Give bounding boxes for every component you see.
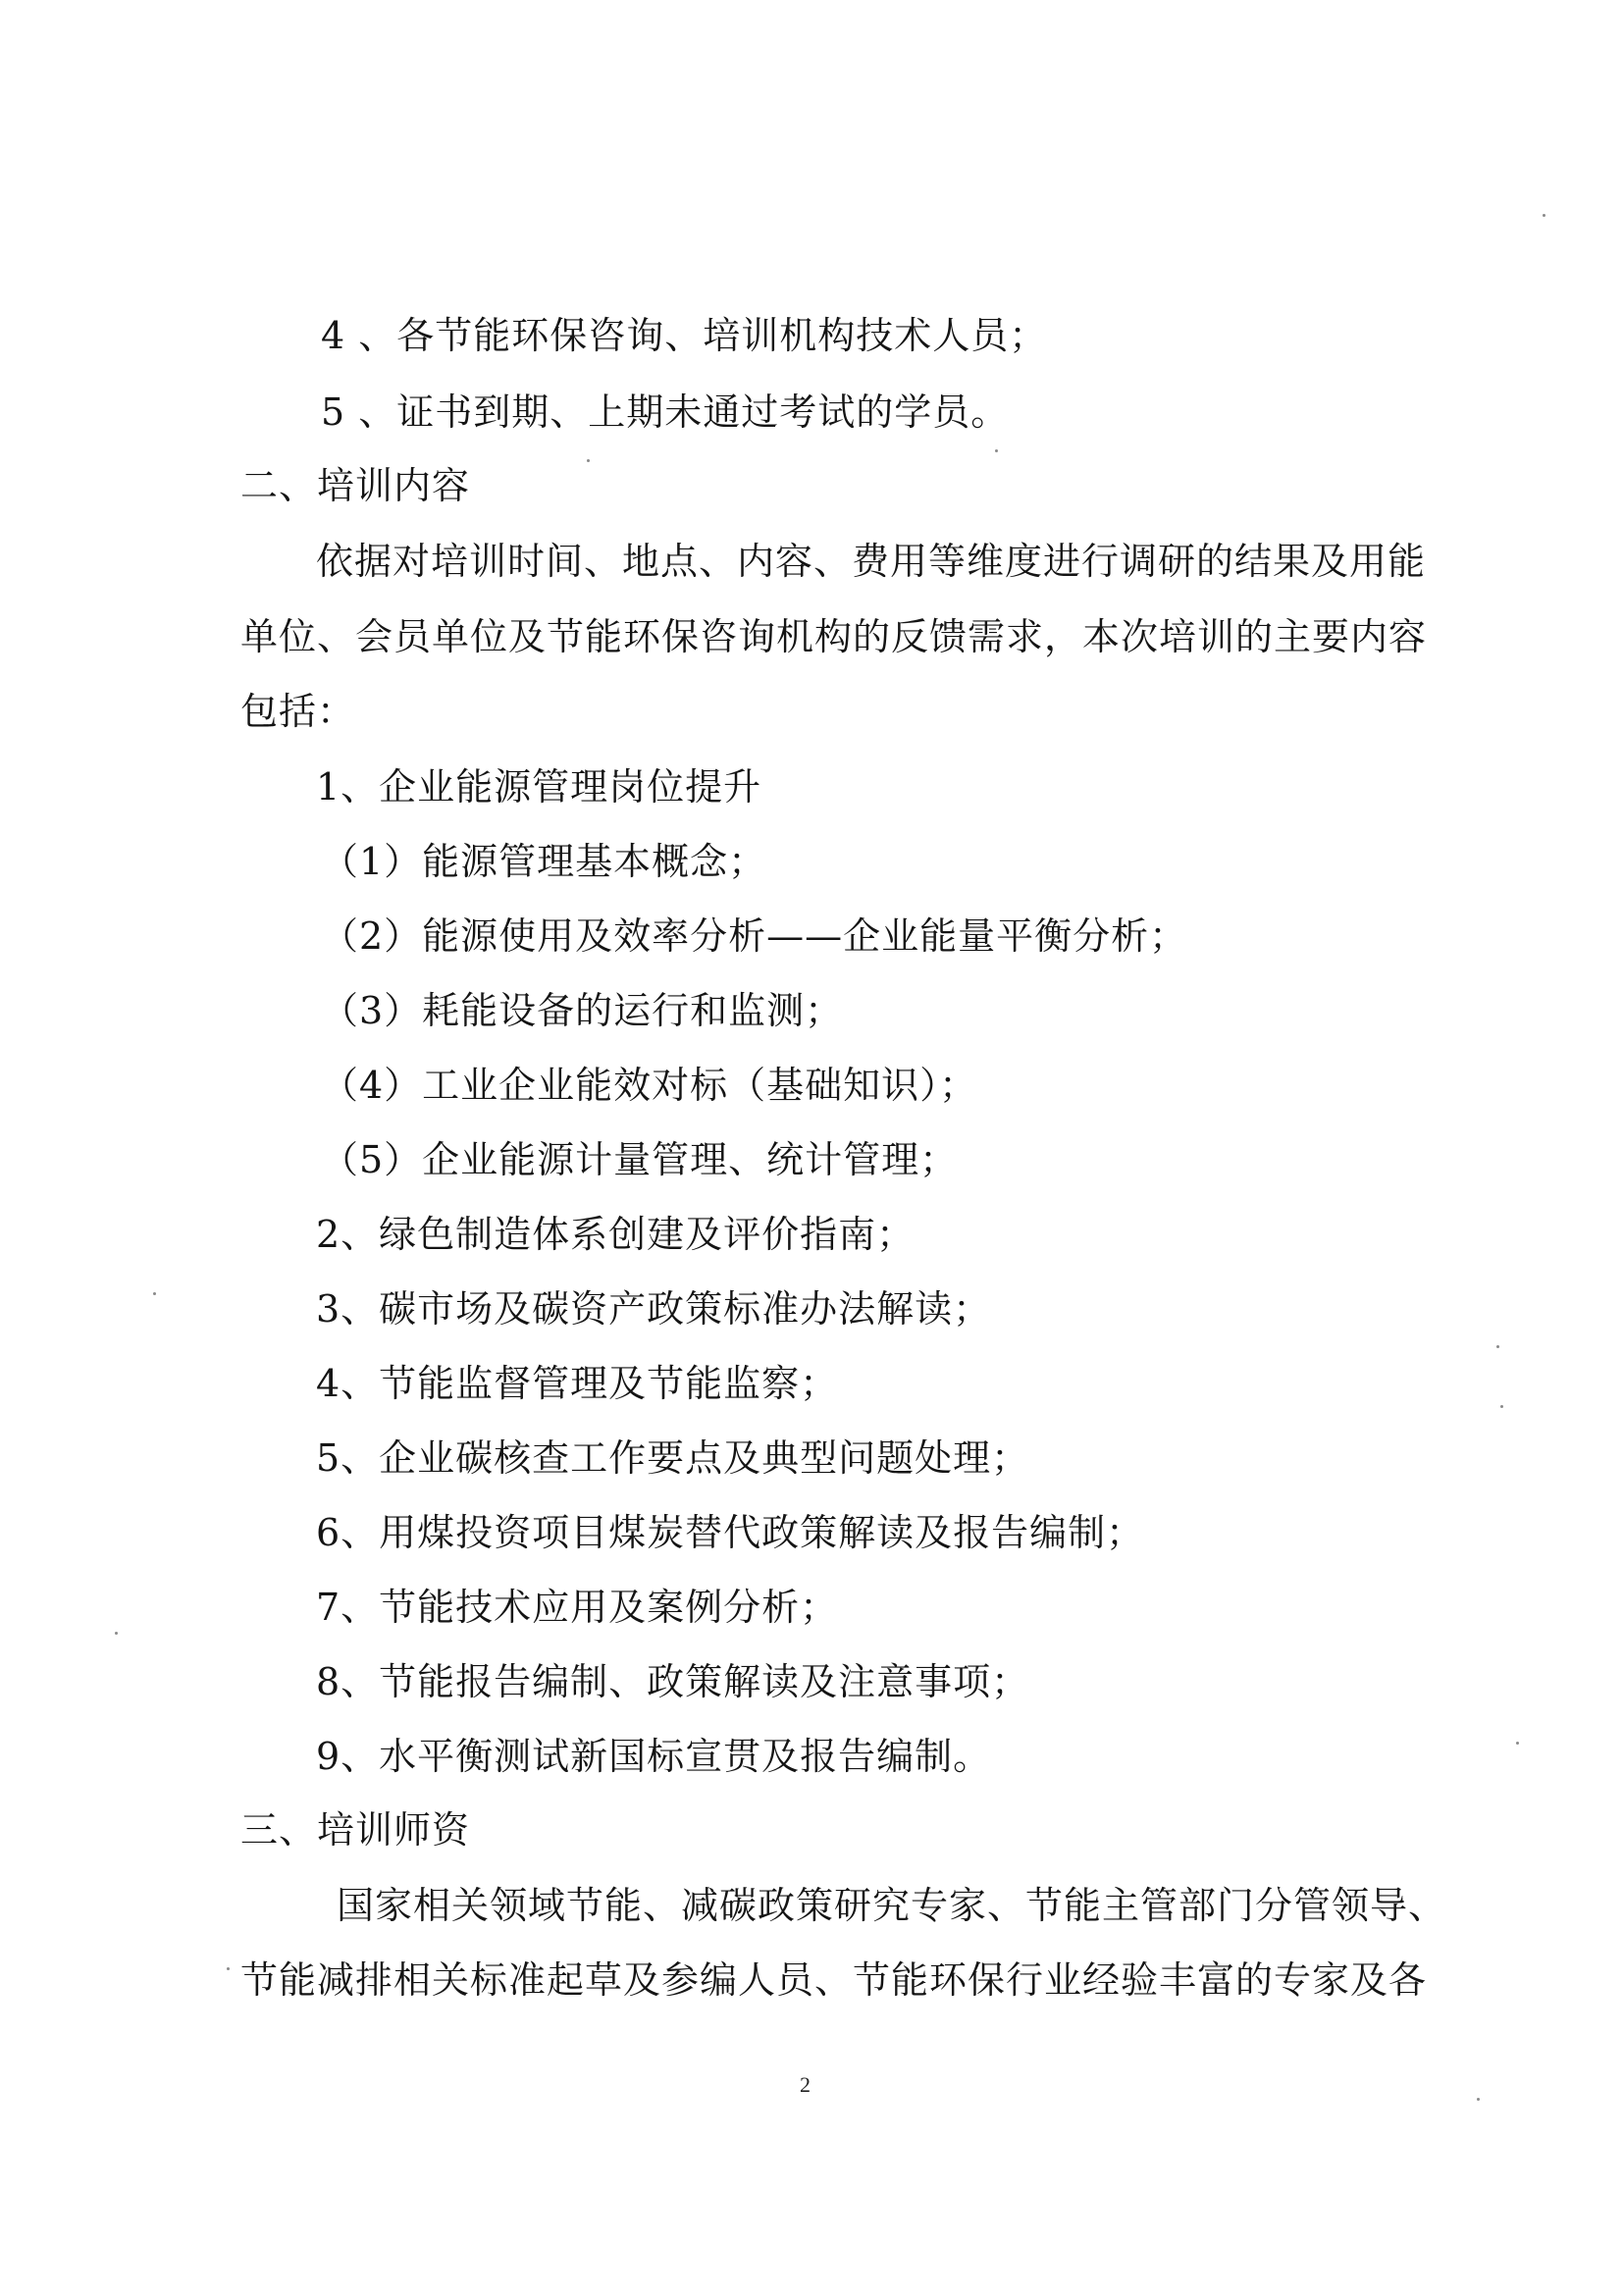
scan-speck	[587, 459, 590, 462]
content-item-3: 3、碳市场及碳资产政策标准办法解读；	[316, 1287, 992, 1331]
content-item-6: 6、用煤投资项目煤炭替代政策解读及报告编制；	[316, 1511, 1145, 1554]
scan-speck	[1496, 1345, 1499, 1348]
scan-speck	[1477, 2098, 1480, 2101]
content-item-5: 5、企业碳核查工作要点及典型问题处理；	[316, 1436, 1030, 1480]
scan-speck	[1543, 214, 1545, 217]
scan-speck	[995, 449, 998, 452]
content-item-9: 9、水平衡测试新国标宣贯及报告编制。	[316, 1735, 992, 1778]
content-subitem-5: （5）企业能源计量管理、统计管理；	[321, 1138, 959, 1181]
scan-speck	[115, 1632, 118, 1635]
faculty-line-2: 节能减排相关标准起草及参编人员、节能环保行业经验丰富的专家及各	[240, 1958, 1428, 2002]
content-item-2: 2、绿色制造体系创建及评价指南；	[316, 1213, 916, 1256]
audience-item-5: 5 、证书到期、上期未通过考试的学员。	[321, 391, 1010, 434]
faculty-line-1: 国家相关领域节能、减碳政策研究专家、节能主管部门分管领导、	[337, 1884, 1447, 1927]
content-item-8: 8、节能报告编制、政策解读及注意事项；	[316, 1660, 1030, 1703]
intro-line-2: 单位、会员单位及节能环保咨询机构的反馈需求，本次培训的主要内容	[240, 615, 1428, 658]
page-number: 2	[800, 2072, 811, 2097]
audience-item-4: 4 、各节能环保咨询、培训机构技术人员；	[321, 314, 1048, 357]
content-subitem-4: （4）工业企业能效对标（基础知识）；	[321, 1064, 978, 1107]
content-subitem-3: （3）耗能设备的运行和监测；	[321, 989, 844, 1032]
section-heading-training-content: 二、培训内容	[240, 464, 471, 507]
scan-speck	[1516, 1742, 1519, 1745]
scan-speck	[1500, 1405, 1503, 1408]
content-item-7: 7、节能技术应用及案例分析；	[316, 1586, 839, 1629]
scan-speck	[153, 1292, 156, 1295]
intro-line-1: 依据对培训时间、地点、内容、费用等维度进行调研的结果及用能	[316, 540, 1427, 583]
content-subitem-2: （2）能源使用及效率分析——企业能量平衡分析；	[321, 914, 1188, 958]
intro-line-3: 包括：	[240, 690, 356, 733]
scan-speck	[227, 1967, 230, 1970]
section-heading-training-faculty: 三、培训师资	[240, 1808, 471, 1852]
content-subitem-1: （1）能源管理基本概念；	[321, 840, 767, 883]
content-item-1-title: 1、企业能源管理岗位提升	[316, 765, 762, 809]
content-item-4: 4、节能监督管理及节能监察；	[316, 1362, 839, 1405]
